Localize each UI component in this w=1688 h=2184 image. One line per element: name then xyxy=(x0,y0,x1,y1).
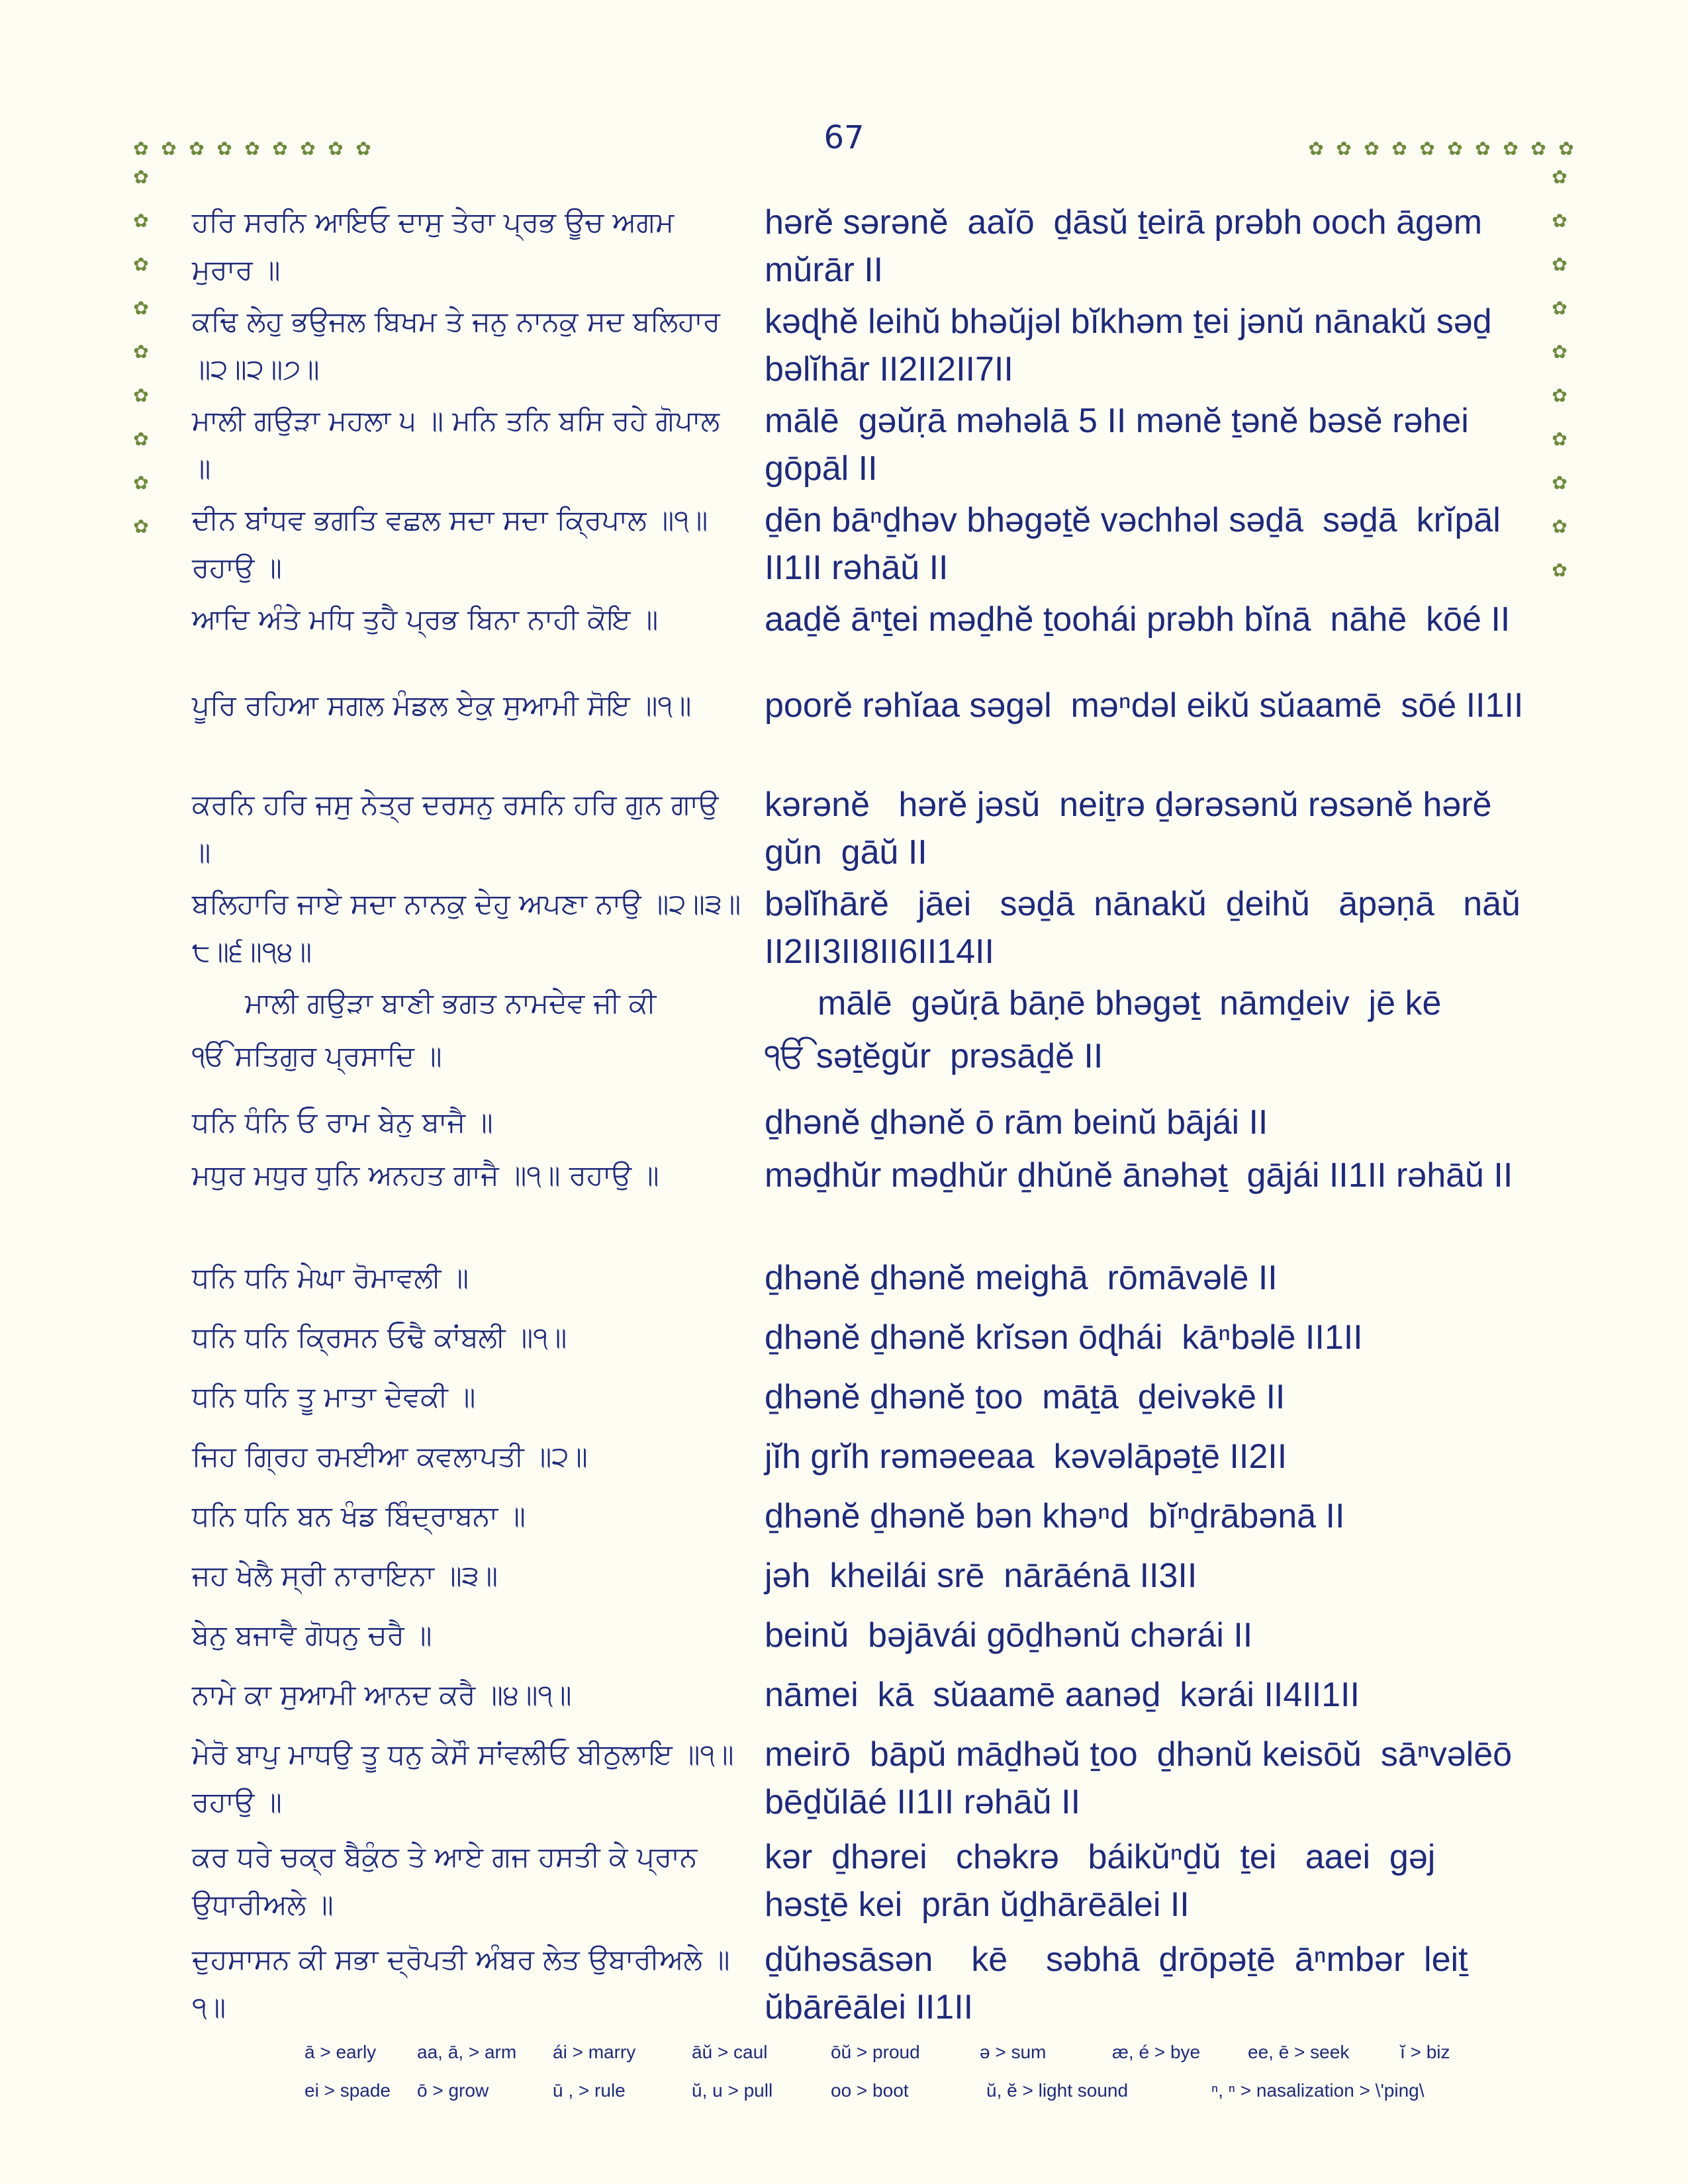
flower-icon: ✿ xyxy=(1552,297,1568,319)
verse-row xyxy=(0,880,1688,979)
transliteration-line: nāmei kā sŭaamē aanəḏ kərái II4II1II xyxy=(765,1676,1360,1714)
verse-row xyxy=(0,1612,1688,1671)
transliteration-line: ḏhənĕ ḏhənĕ ṯoo māṯā ḏeivəkē II xyxy=(765,1378,1286,1416)
flower-icon: ✿ xyxy=(1391,138,1407,159)
verse-row xyxy=(0,298,1688,397)
flower-icon: ✿ xyxy=(161,138,177,159)
flower-icon: ✿ xyxy=(272,138,288,159)
transliteration-line: kəɖhĕ leihŭ bhəŭjəl bĭkhəm ṯei jənŭ nānakŭ səḏ bəlĭhār II2II2II7II xyxy=(765,302,1502,388)
transliteration-line: ḏhənĕ ḏhənĕ krĭsən ōɖhái kāⁿbəlē II1II xyxy=(765,1318,1363,1357)
legend-item: æ, é > bye xyxy=(1112,2042,1201,2062)
gurmukhi-line: ਧਨਿ ਧਨਿ ਤੂ ਮਾਤਾ ਦੇਵਕੀ ॥ xyxy=(192,1381,476,1413)
flower-icon: ✿ xyxy=(1552,385,1568,406)
flower-icon: ✿ xyxy=(1336,138,1352,159)
legend-item: oo > boot xyxy=(831,2080,909,2101)
gurmukhi-line: ਮਾਲੀ ਗਉੜਾ ਬਾਣੀ ਭਗਤ ਨਾਮਦੇਵ ਜੀ ਕੀ xyxy=(245,987,657,1019)
legend-item: ⁿ, ⁿ > nasalization > \'ping\ xyxy=(1211,2080,1425,2101)
verse-row xyxy=(0,199,1688,298)
gurmukhi-line: ਦੀਨ ਬਾਂਧਵ ਭਗਤਿ ਵਛਲ ਸਦਾ ਸਦਾ ਕ੍ਰਿਪਾਲ ॥੧॥ ਰਹਾਉ ॥ xyxy=(192,504,717,584)
verse-row xyxy=(0,496,1688,596)
flower-icon: ✿ xyxy=(1552,559,1568,581)
legend-item: ee, ē > seek xyxy=(1248,2042,1350,2062)
verse-row xyxy=(0,397,1688,496)
legend-item: ə > sum xyxy=(980,2042,1047,2062)
verse-row xyxy=(0,1099,1688,1152)
flower-icon: ✿ xyxy=(244,138,260,159)
gurmukhi-line: ਜਹ ਖੇਲੈ ਸ੍ਰੀ ਨਾਰਾਇਨਾ ॥੩॥ xyxy=(192,1559,498,1592)
gurmukhi-line: ਦੁਹਸਾਸਨ ਕੀ ਸਭਾ ਦ੍ਰੋਪਤੀ ਅੰਬਰ ਲੇਤ ਉਬਾਰੀਅਲੇ ॥੧॥ xyxy=(192,1943,730,2023)
gurmukhi-line: ਕਢਿ ਲੇਹੁ ਭਉਜਲ ਬਿਖਮ ਤੇ ਜਨੁ ਨਾਨਕੁ ਸਦ ਬਲਿਹਾਰ ॥੨॥੨॥੭॥ xyxy=(192,305,729,385)
legend-item: ŭ, u > pull xyxy=(692,2080,773,2101)
gurmukhi-line: ਹਰਿ ਸਰਨਿ ਆਇਓ ਦਾਸੁ ਤੇਰਾ ਪ੍ਰਭ ਊਚ ਅਗਮ ਮੁਰਾਰ ॥ xyxy=(192,206,683,286)
transliteration-line: jəh kheilái srē nārāénā II3II xyxy=(765,1557,1197,1595)
gurmukhi-line: ੴ ਸਤਿਗੁਰ ਪ੍ਰਸਾਦਿ ॥ xyxy=(192,1040,442,1072)
verse-row xyxy=(0,1373,1688,1433)
legend-item: ā > early xyxy=(305,2042,377,2062)
verse-row xyxy=(0,1152,1688,1254)
transliteration-line: ੴ səṯĕgŭr prəsāḏĕ II xyxy=(765,1037,1103,1075)
transliteration-line: ḏhənĕ ḏhənĕ meighā rōmāvəlē II xyxy=(765,1259,1278,1297)
transliteration-line: aaḏĕ āⁿṯei məḏhĕ ṯoohái prəbh bĭnā nāhē kōé II xyxy=(765,600,1511,639)
flower-icon: ✿ xyxy=(1552,166,1568,188)
verse-row xyxy=(0,1032,1688,1099)
gurmukhi-line: ਕਰਨਿ ਹਰਿ ਜਸੁ ਨੇਤ੍ਰ ਦਰਸਨੁ ਰਸਨਿ ਹਰਿ ਗੁਨ ਗਾਉ ॥ xyxy=(192,788,727,868)
transliteration-line: bəlĭhārĕ jāei səḏā nānakŭ ḏeihŭ āpəṇā nāŭ II2II3II8II6II14II xyxy=(765,885,1530,971)
gurmukhi-line: ਬੇਨੁ ਬਜਾਵੈ ਗੋਧਨੁ ਚਰੈ ॥ xyxy=(192,1619,432,1651)
gurmukhi-line: ਜਿਹ ਗ੍ਰਿਹ ਰਮਈਆ ਕਵਲਾਪਤੀ ॥੨॥ xyxy=(192,1440,588,1473)
transliteration-line: kərənĕ hərĕ jəsŭ neiṯrə ḏərəsənŭ rəsənĕ hərĕ gŭn gāŭ II xyxy=(765,786,1501,872)
legend-row xyxy=(0,2080,1688,2107)
transliteration-line: hərĕ sərənĕ aaĭō ḏāsŭ ṯeirā prəbh ooch āgəm mŭrār II xyxy=(765,203,1492,289)
flower-icon: ✿ xyxy=(1552,341,1568,363)
flower-icon: ✿ xyxy=(133,138,149,159)
flower-icon: ✿ xyxy=(1530,138,1546,159)
flower-icon: ✿ xyxy=(1552,253,1568,275)
legend-item: ei > spade xyxy=(305,2080,391,2101)
legend-item: āŭ > caul xyxy=(692,2042,768,2062)
verse-row xyxy=(0,1254,1688,1314)
flower-icon: ✿ xyxy=(216,138,232,159)
transliteration-line: beinŭ bəjāvái gōḏhənŭ chərái II xyxy=(765,1616,1253,1655)
legend-row xyxy=(0,2042,1688,2068)
legend-item: ō > grow xyxy=(417,2080,489,2101)
verse-row xyxy=(0,1833,1688,1936)
transliteration-line: poorĕ rəhĭaa səgəl məⁿdəl eikŭ sŭaamē sōé II1II xyxy=(765,686,1524,725)
legend-item: ū , > rule xyxy=(553,2080,626,2101)
verse-row xyxy=(0,1433,1688,1492)
gurmukhi-line: ਧਨਿ ਧੰਨਿ ਓ ਰਾਮ ਬੇਨੁ ਬਾਜੈ ॥ xyxy=(192,1106,493,1138)
flower-icon: ✿ xyxy=(133,428,149,450)
flower-icon: ✿ xyxy=(133,297,149,319)
transliteration-line: jĭh grĭh rəməeeaa kəvəlāpəṯē II2II xyxy=(765,1437,1288,1476)
flower-icon: ✿ xyxy=(133,210,149,232)
flower-icon: ✿ xyxy=(133,253,149,275)
gurmukhi-line: ਮਧੁਰ ਮਧੁਰ ਧੁਨਿ ਅਨਹਤ ਗਾਜੈ ॥੧॥ ਰਹਾਉ ॥ xyxy=(192,1159,659,1191)
gurmukhi-line: ਧਨਿ ਧਨਿ ਕ੍ਰਿਸਨ ਓਢੈ ਕਾਂਬਲੀ ॥੧॥ xyxy=(192,1321,567,1353)
transliteration-line: kər ḏhərei chəkrə báikŭⁿḏŭ ṯei aaei gəj həsṯē kei prān ŭḏhārēālei II xyxy=(765,1838,1455,1924)
verse-row xyxy=(0,1936,1688,2038)
flower-icon: ✿ xyxy=(1364,138,1380,159)
gurmukhi-line: ਧਨਿ ਧਨਿ ਮੇਘਾ ਰੋਮਾਵਲੀ ॥ xyxy=(192,1261,469,1294)
flower-icon: ✿ xyxy=(1447,138,1463,159)
flower-icon: ✿ xyxy=(355,138,371,159)
flower-icon: ✿ xyxy=(1475,138,1491,159)
flower-icon: ✿ xyxy=(1552,428,1568,450)
flower-icon: ✿ xyxy=(1503,138,1519,159)
flower-icon: ✿ xyxy=(133,166,149,188)
gurmukhi-line: ਮਾਲੀ ਗਉੜਾ ਮਹਲਾ ੫ ॥ ਮਨਿ ਤਨਿ ਬਸਿ ਰਹੇ ਗੋਪਾਲ ॥ xyxy=(192,404,729,484)
legend-item: ōŭ > proud xyxy=(831,2042,920,2062)
flower-icon: ✿ xyxy=(1552,472,1568,494)
page-number: 67 xyxy=(823,119,865,156)
verse-row xyxy=(0,1671,1688,1731)
verse-heading-row xyxy=(0,979,1688,1032)
flower-icon: ✿ xyxy=(1552,210,1568,232)
legend-item: aa, ā, > arm xyxy=(417,2042,517,2062)
transliteration-line: mālē gəŭṛā bāṇē bhəgəṯ nāmḏeiv jē kē xyxy=(818,984,1442,1023)
gurmukhi-line: ਆਦਿ ਅੰਤੇ ਮਧਿ ਤੁਹੈ ਪ੍ਰਭ ਬਿਨਾ ਨਾਹੀ ਕੋਇ ॥ xyxy=(192,603,659,635)
transliteration-line: ḏŭhəsāsən kē səbhā ḏrōpəṯē āⁿmbər leiṯ ŭbārēālei II1II xyxy=(765,1940,1477,2026)
legend-item: ĭ > biz xyxy=(1400,2042,1450,2062)
transliteration-line: ḏhənĕ ḏhənĕ ō rām beinŭ bājái II xyxy=(765,1103,1268,1142)
flower-icon: ✿ xyxy=(133,516,149,537)
verse-row xyxy=(0,1552,1688,1612)
gurmukhi-line: ਮੇਰੋ ਬਾਪੁ ਮਾਧਉ ਤੂ ਧਨੁ ਕੇਸੌ ਸਾਂਵਲੀਓ ਬੀਠੁਲਾਇ ॥੧॥ ਰਹਾਉ ॥ xyxy=(192,1738,743,1818)
transliteration-line: mālē gəŭṛā məhəlā 5 II mənĕ ṯənĕ bəsĕ rəhei gōpāl II xyxy=(765,402,1479,488)
verse-row xyxy=(0,682,1688,781)
gurmukhi-line: ਧਨਿ ਧਨਿ ਬਨ ਖੰਡ ਬਿੰਦ੍ਰਾਬਨਾ ॥ xyxy=(192,1500,526,1532)
gurmukhi-line: ਨਾਮੇ ਕਾ ਸੁਆਮੀ ਆਨਦ ਕਰੈ ॥੪॥੧॥ xyxy=(192,1678,572,1711)
transliteration-line: məḏhŭr məḏhŭr ḏhŭnĕ ānəhəṯ gājái II1II rəhāŭ II xyxy=(765,1156,1513,1195)
verse-row xyxy=(0,596,1688,682)
transliteration-line: ḏēn bāⁿḏhəv bhəgəṯĕ vəchhəl səḏā səḏā krĭpāl II1II rəhāŭ II xyxy=(765,501,1511,587)
verse-row xyxy=(0,781,1688,880)
flower-icon: ✿ xyxy=(300,138,316,159)
verse-row xyxy=(0,1492,1688,1552)
gurmukhi-line: ਕਰ ਧਰੇ ਚਕ੍ਰ ਬੈਕੁੰਠ ਤੇ ਆਏ ਗਜ ਹਸਤੀ ਕੇ ਪ੍ਰਾਨ ਉਧਾਰੀਅਲੇ ॥ xyxy=(192,1841,706,1921)
legend-item: ái > marry xyxy=(553,2042,636,2062)
gurmukhi-line: ਬਲਿਹਾਰਿ ਜਾਏ ਸਦਾ ਨਾਨਕੁ ਦੇਹੁ ਅਪਣਾ ਨਾਉ ॥੨॥੩॥੮॥੬॥੧੪॥ xyxy=(192,887,741,968)
transliteration-line: meirō bāpŭ māḏhəŭ ṯoo ḏhənŭ keisōŭ sāⁿvəlēō bēḏŭlāé II1II rəhāŭ II xyxy=(765,1735,1522,1821)
flower-icon: ✿ xyxy=(189,138,205,159)
legend-item: ŭ, ĕ > light sound xyxy=(986,2080,1129,2101)
flower-icon: ✿ xyxy=(1308,138,1324,159)
flower-icon: ✿ xyxy=(133,385,149,406)
flower-icon: ✿ xyxy=(1558,138,1574,159)
flower-icon: ✿ xyxy=(1419,138,1435,159)
verse-row xyxy=(0,1731,1688,1833)
flower-icon: ✿ xyxy=(133,472,149,494)
gurmukhi-line: ਪੂਰਿ ਰਹਿਆ ਸਗਲ ਮੰਡਲ ਏਕੁ ਸੁਆਮੀ ਸੋਇ ॥੧॥ xyxy=(192,689,692,721)
transliteration-line: ḏhənĕ ḏhənĕ bən khəⁿd bĭⁿḏrābənā II xyxy=(765,1497,1345,1535)
flower-icon: ✿ xyxy=(328,138,344,159)
verse-row xyxy=(0,1314,1688,1373)
flower-icon: ✿ xyxy=(133,341,149,363)
flower-icon: ✿ xyxy=(1552,516,1568,537)
